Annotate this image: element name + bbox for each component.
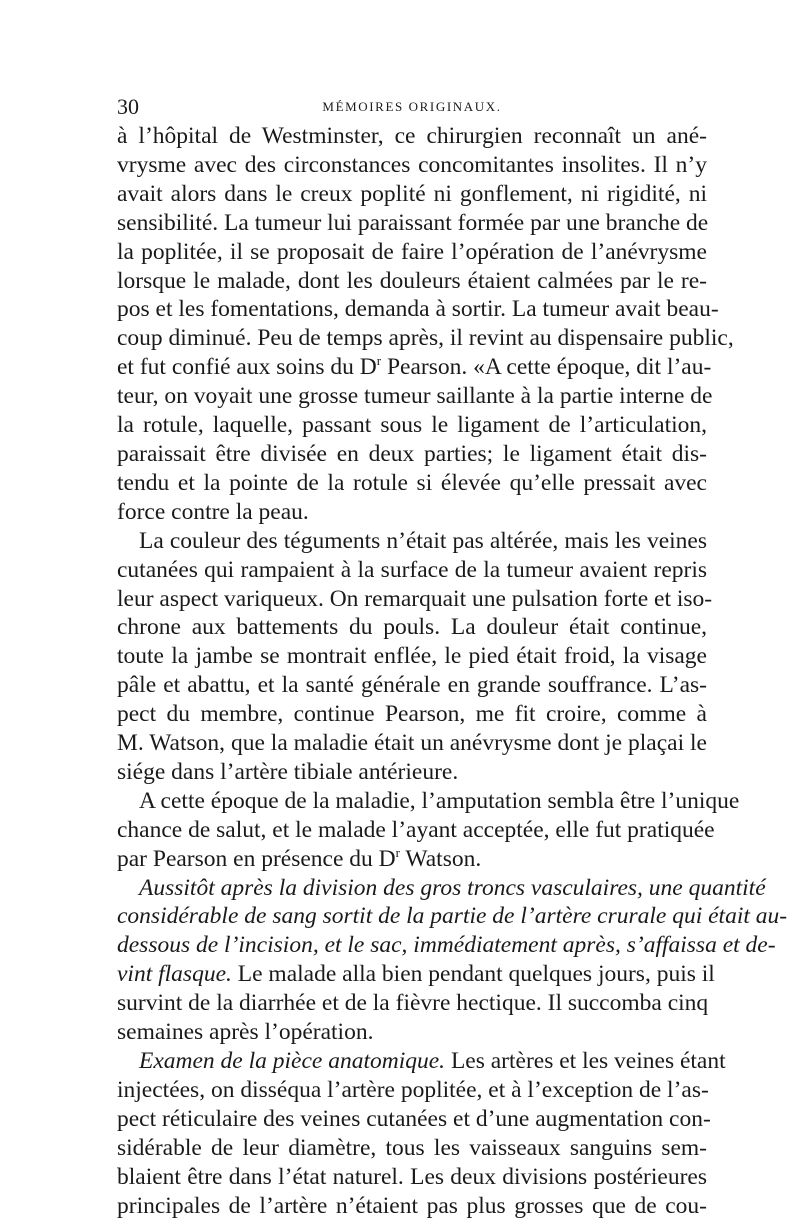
text-line: considérable de sang sortit de la partie de l’artère crurale qui était au- xyxy=(117,903,788,930)
text-line: paraissait être divisée en deux parties; le ligament était dis- xyxy=(117,440,707,467)
text-line: par Pearson en présence du $D^r$ Watson. xyxy=(117,844,482,872)
text-line: pect réticulaire des veines cutanées et d’une augmentation con- xyxy=(117,1105,711,1132)
text-line: blaient être dans l’état naturel. Les deux divisions postérieures xyxy=(117,1163,707,1190)
text-line: chance de salut, et le malade l’ayant acceptée, elle fut pratiquée xyxy=(117,816,715,843)
page-number: 30 xyxy=(117,94,139,119)
text-line: pect du membre, continue Pearson, me fit croire, comme à xyxy=(117,701,707,728)
text-line: tendu et la pointe de la rotule si élevée qu’elle pressait avec xyxy=(117,469,707,496)
body-text xyxy=(117,122,788,1220)
text-line: toute la jambe se montrait enflée, le pied était froid, la visage xyxy=(117,643,707,670)
text-line: sensibilité. La tumeur lui paraissant formée par une branche de xyxy=(117,209,709,236)
text-line: La couleur des téguments n’était pas altérée, mais les veines xyxy=(139,527,707,554)
text-line: M. Watson, que la maladie était un anévrysme dont je plaçai le xyxy=(117,730,707,757)
text-line: siége dans l’artère tibiale antérieure. xyxy=(117,758,459,785)
text-line: force contre la peau. xyxy=(117,498,309,525)
text-line: vrysme avec des circonstances concomitantes insolites. Il n’y xyxy=(117,151,707,178)
text-line: chrone aux battements du pouls. La douleur était continue, xyxy=(117,614,707,641)
text-line: vint flasque. Le malade alla bien pendant quelques jours, puis il xyxy=(117,961,715,988)
text-line: coup diminué. Peu de temps après, il revint au dispensaire public, xyxy=(117,325,734,352)
text-line: la poplitée, il se proposait de faire l’opération de l’anévrysme xyxy=(117,238,707,265)
text-line: pos et les fomentations, demanda à sortir. La tumeur avait beau- xyxy=(117,296,719,323)
text-line: avait alors dans le creux poplité ni gonflement, ni rigidité, ni xyxy=(117,180,707,207)
page-header xyxy=(117,92,707,122)
superscript: r xyxy=(395,844,400,860)
superscript: r xyxy=(376,353,382,369)
text-line: cutanées qui rampaient à la surface de la tumeur avaient repris xyxy=(117,556,707,583)
text-line: semaines après l’opération. xyxy=(117,1019,374,1046)
text-line: Aussitôt après la division des gros troncs vasculaires, une quantité xyxy=(139,874,766,901)
text-line: teur, on voyait une grosse tumeur saillante à la partie interne de xyxy=(117,383,713,410)
text-line: survint de la diarrhée et de la fièvre hectique. Il succomba cinq xyxy=(117,990,709,1017)
text-line: et fut confié aux soins du $D^r$ Pearson. «A cette époque, dit l’au- xyxy=(117,353,712,381)
text-line: la rotule, laquelle, passant sous le ligament de l’articulation, xyxy=(117,412,707,439)
text-line: dessous de l’incision, et le sac, immédiatement après, s’affaissa et de- xyxy=(117,932,776,959)
text-line: lorsque le malade, dont les douleurs étaient calmées par le re- xyxy=(117,267,707,294)
text-line: sidérable de leur diamètre, tous les vaisseaux sanguins sem- xyxy=(117,1134,707,1161)
text-line: principales de l’artère n’étaient pas plus grosses que de cou- xyxy=(117,1192,707,1219)
text-line: à l’hôpital de Westminster, ce chirurgien reconnaît un ané- xyxy=(117,123,707,149)
text-line: leur aspect variqueux. On remarquait une pulsation forte et iso- xyxy=(117,585,713,612)
running-title: MÉMOIRES ORIGINAUX. xyxy=(322,99,502,114)
text-line: Examen de la pièce anatomique. Les artères et les veines étant xyxy=(139,1048,726,1074)
text-line: injectées, on disséqua l’artère poplitée, et à l’exception de l’as- xyxy=(117,1076,709,1103)
text-line: A cette époque de la maladie, l’amputation sembla être l’unique xyxy=(139,787,740,814)
text-line: pâle et abattu, et la santé générale en grande souffrance. L’as- xyxy=(117,672,707,699)
